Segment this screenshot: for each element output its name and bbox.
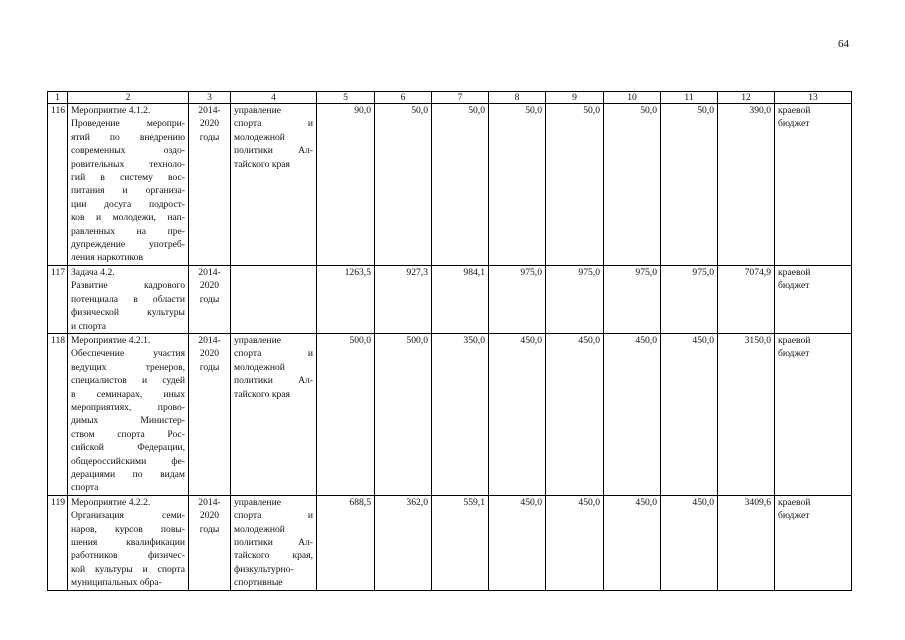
period-years xyxy=(189,333,231,495)
funding-source-line: краевой xyxy=(778,496,811,508)
amount-col-11: 450,0 xyxy=(661,333,718,495)
funding-source xyxy=(775,333,852,495)
table-row xyxy=(48,265,852,333)
amount-col-11: 450,0 xyxy=(661,495,718,590)
activity-name-line: Проведение меропри- xyxy=(71,118,185,130)
table-body xyxy=(48,104,852,591)
executor-line: спорта и xyxy=(234,510,313,522)
activity-name-line: общероссийскими фе- xyxy=(71,455,185,467)
period-years xyxy=(189,265,231,333)
activity-name-line: кой культуры и спорта xyxy=(71,563,185,575)
executor-line: политики Ал- xyxy=(234,537,313,548)
table-row xyxy=(48,333,852,495)
amount-col-12: 390,0 xyxy=(718,104,775,266)
period-years-line: 2014- xyxy=(198,334,221,346)
executor-line: тайского края xyxy=(234,158,290,170)
amount-col-8: 50,0 xyxy=(489,104,546,266)
period-years-line: годы xyxy=(199,293,220,305)
period-years-line: 2014- xyxy=(198,496,221,508)
column-header-8: 8 xyxy=(489,92,546,104)
funding-source xyxy=(775,265,852,333)
funding-source-line: краевой xyxy=(778,334,811,346)
activity-name-line: Мероприятие 4.2.1. xyxy=(71,334,151,346)
activity-name-line: наров, курсов повы- xyxy=(71,523,185,535)
funding-source-line: бюджет xyxy=(778,280,810,292)
budget-table xyxy=(47,91,852,591)
amount-col-12: 3150,0 xyxy=(718,333,775,495)
activity-name-line: в семинарах, иных xyxy=(71,388,185,400)
activity-name-line: ятий по внедрению xyxy=(71,131,185,143)
column-header-4: 4 xyxy=(231,92,317,104)
funding-source xyxy=(775,104,852,266)
period-years-line: 2020 xyxy=(199,348,220,360)
amount-col-5: 500,0 xyxy=(317,333,375,495)
activity-name xyxy=(68,104,189,266)
period-years-line: 2020 xyxy=(199,118,220,130)
activity-name-line: потенциала в области xyxy=(71,293,185,305)
activity-name-line: питания и организа- xyxy=(71,185,185,197)
column-header-2: 2 xyxy=(68,92,189,104)
column-header-6: 6 xyxy=(375,92,432,104)
period-years-line: 2014- xyxy=(198,266,221,278)
executor-line: физкультурно- xyxy=(234,563,294,575)
column-header-3: 3 xyxy=(189,92,231,104)
executor-line: молодежной xyxy=(234,523,285,535)
activity-name xyxy=(68,333,189,495)
activity-name-line: муниципальных обра- xyxy=(71,577,162,589)
row-number: 119 xyxy=(48,495,68,590)
executor-line: молодежной xyxy=(234,131,285,143)
activity-name xyxy=(68,265,189,333)
amount-col-7: 50,0 xyxy=(432,104,489,266)
activity-name-line: Мероприятие 4.1.2. xyxy=(71,105,151,116)
amount-col-7: 984,1 xyxy=(432,265,489,333)
amount-col-6: 362,0 xyxy=(375,495,432,590)
amount-col-10: 450,0 xyxy=(604,495,661,590)
column-header-11: 11 xyxy=(661,92,718,104)
amount-col-9: 975,0 xyxy=(546,265,604,333)
activity-name-line: специалистов и судей xyxy=(71,375,185,387)
executor-line: молодежной xyxy=(234,361,285,373)
activity-name xyxy=(68,495,189,590)
funding-source-line: краевой xyxy=(778,105,811,116)
period-years-line: годы xyxy=(199,523,220,535)
amount-col-8: 975,0 xyxy=(489,265,546,333)
amount-col-12: 7074,9 xyxy=(718,265,775,333)
column-header-13: 13 xyxy=(775,92,852,104)
column-header-7: 7 xyxy=(432,92,489,104)
amount-col-10: 975,0 xyxy=(604,265,661,333)
amount-col-5: 90,0 xyxy=(317,104,375,266)
activity-name-line: мероприятиях, прово- xyxy=(71,401,185,413)
activity-name-line: работников физичес- xyxy=(71,550,185,562)
table-row xyxy=(48,104,852,266)
funding-source-line: бюджет xyxy=(778,348,810,360)
activity-name-line: ков и молодежи, нап- xyxy=(71,212,185,224)
activity-name-line: спорта xyxy=(71,482,99,494)
column-header-5: 5 xyxy=(317,92,375,104)
period-years xyxy=(189,495,231,590)
amount-col-6: 927,3 xyxy=(375,265,432,333)
period-years-line: 2020 xyxy=(199,510,220,522)
period-years-line: годы xyxy=(199,361,220,373)
activity-name-line: физической культуры xyxy=(71,307,185,319)
executor-line: спорта и xyxy=(234,118,313,130)
activity-name-line: ления наркотиков xyxy=(71,252,143,264)
amount-col-8: 450,0 xyxy=(489,495,546,590)
funding-source-line: бюджет xyxy=(778,118,810,130)
amount-col-8: 450,0 xyxy=(489,333,546,495)
amount-col-5: 688,5 xyxy=(317,495,375,590)
page-number: 64 xyxy=(838,38,849,50)
executor-line: управление xyxy=(234,496,281,508)
executor-line: тайского края, xyxy=(234,550,313,562)
executor-line: управление xyxy=(234,334,281,346)
activity-name-line: димых Министер- xyxy=(71,415,185,427)
amount-col-12: 3409,6 xyxy=(718,495,775,590)
activity-name-line: ведущих тренеров, xyxy=(71,361,185,373)
period-years xyxy=(189,104,231,266)
executor-line: политики Ал- xyxy=(234,145,313,157)
executor xyxy=(231,333,317,495)
activity-name-line: ством спорта Рос- xyxy=(71,428,185,440)
amount-col-7: 559,1 xyxy=(432,495,489,590)
activity-name-line: Организация семи- xyxy=(71,510,185,522)
funding-source-line: краевой xyxy=(778,266,811,278)
activity-name-line: шения квалификации xyxy=(71,537,185,548)
amount-col-11: 975,0 xyxy=(661,265,718,333)
activity-name-line: Мероприятие 4.2.2. xyxy=(71,496,151,508)
funding-source xyxy=(775,495,852,590)
executor-line: спорта и xyxy=(234,348,313,360)
amount-col-10: 450,0 xyxy=(604,333,661,495)
executor xyxy=(231,104,317,266)
activity-name-line: равленных на пре- xyxy=(71,225,185,237)
amount-col-6: 500,0 xyxy=(375,333,432,495)
executor-line: управление xyxy=(234,105,281,116)
row-number: 118 xyxy=(48,333,68,495)
column-header-10: 10 xyxy=(604,92,661,104)
amount-col-9: 450,0 xyxy=(546,333,604,495)
column-header-1: 1 xyxy=(48,92,68,104)
amount-col-9: 450,0 xyxy=(546,495,604,590)
column-header-9: 9 xyxy=(546,92,604,104)
activity-name-line: Обеспечение участия xyxy=(71,348,185,360)
funding-source-line: бюджет xyxy=(778,510,810,522)
executor-line: тайского края xyxy=(234,388,290,400)
executor-line: политики Ал- xyxy=(234,375,313,387)
period-years-line: 2020 xyxy=(199,280,220,292)
amount-col-9: 50,0 xyxy=(546,104,604,266)
row-number: 117 xyxy=(48,265,68,333)
executor xyxy=(231,265,317,333)
amount-col-5: 1263,5 xyxy=(317,265,375,333)
amount-col-11: 50,0 xyxy=(661,104,718,266)
amount-col-6: 50,0 xyxy=(375,104,432,266)
activity-name-line: современных оздо- xyxy=(71,145,185,157)
period-years-line: 2014- xyxy=(198,105,221,116)
executor-line: спортивные xyxy=(234,577,283,589)
activity-name-line: дерациями по видам xyxy=(71,468,185,480)
table-row xyxy=(48,495,852,590)
column-header-12: 12 xyxy=(718,92,775,104)
activity-name-line: Развитие кадрового xyxy=(71,280,185,292)
activity-name-line: Задача 4.2. xyxy=(71,266,115,278)
activity-name-line: и спорта xyxy=(71,320,106,332)
header-row xyxy=(48,92,852,104)
activity-name-line: ровительных техноло- xyxy=(71,158,185,170)
activity-name-line: сийской Федерации, xyxy=(71,442,185,454)
executor xyxy=(231,495,317,590)
amount-col-10: 50,0 xyxy=(604,104,661,266)
period-years-line: годы xyxy=(199,131,220,143)
amount-col-7: 350,0 xyxy=(432,333,489,495)
activity-name-line: гий в систему вос- xyxy=(71,172,185,184)
activity-name-line: ции досуга подрост- xyxy=(71,198,185,210)
row-number: 116 xyxy=(48,104,68,266)
activity-name-line: дупреждение употреб- xyxy=(71,239,185,251)
